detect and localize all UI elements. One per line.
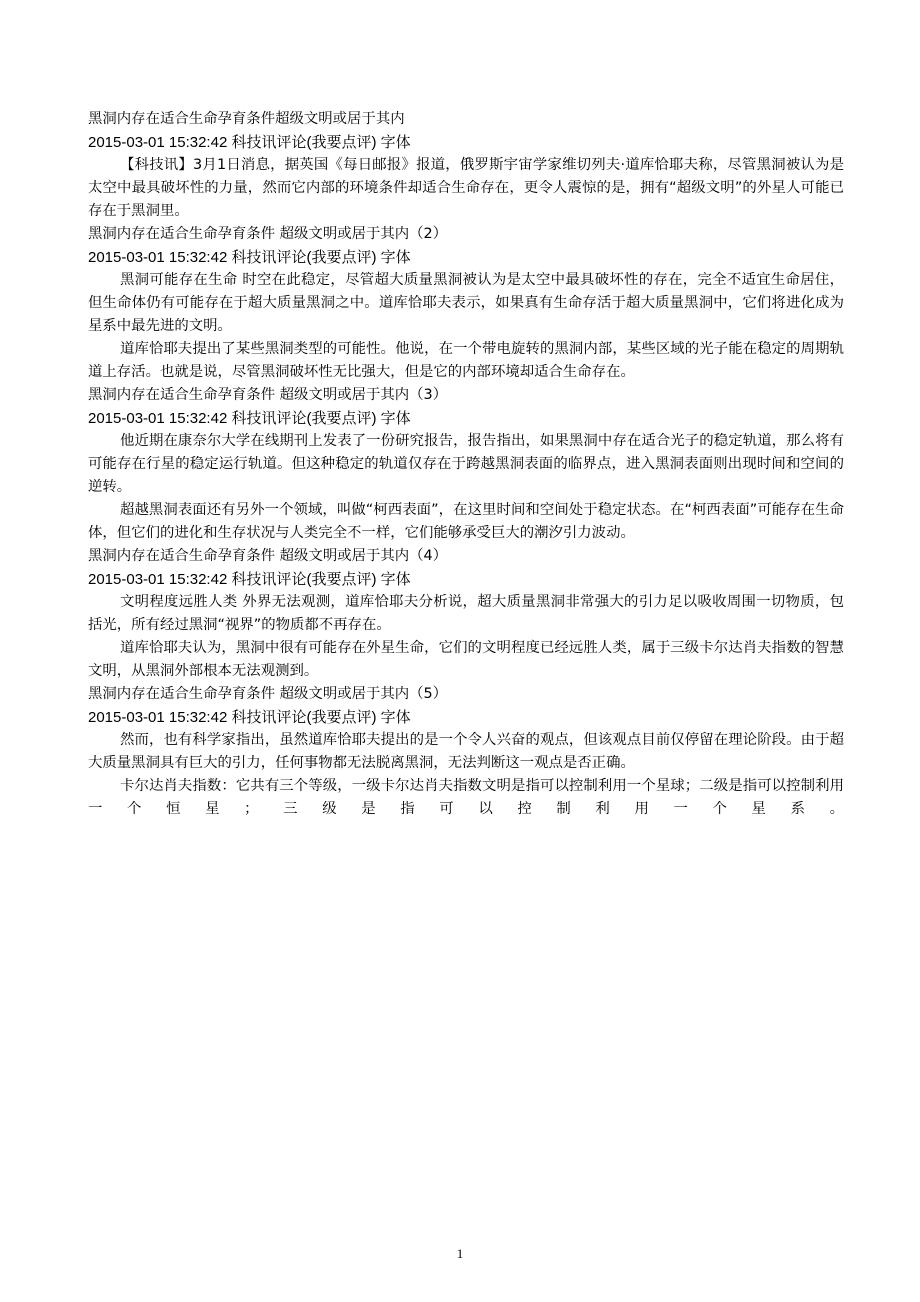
article-section-1 bbox=[88, 108, 844, 223]
section-title: 黑洞内存在适合生命孕育条件 超级文明或居于其内（3） bbox=[88, 387, 448, 403]
section-meta: 2015-03-01 15:32:42 科技讯评论(我要点评) 字体 bbox=[88, 410, 411, 427]
section-meta: 2015-03-01 15:32:42 科技讯评论(我要点评) 字体 bbox=[88, 709, 411, 726]
paragraph: 道库恰耶夫认为，黑洞中很有可能存在外星生命，它们的文明程度已经远胜人类，属于三级卡尔达肖夫指数的智慧文明，从黑洞外部根本无法观测到。 bbox=[88, 640, 844, 679]
section-title: 黑洞内存在适合生命孕育条件超级文明或居于其内 bbox=[88, 111, 405, 127]
article-section-4 bbox=[88, 545, 844, 683]
document-body bbox=[88, 108, 844, 821]
paragraph: 道库恰耶夫提出了某些黑洞类型的可能性。他说，在一个带电旋转的黑洞内部，某些区域的光子能在稳定的周期轨道上存活。也就是说，尽管黑洞破坏性无比强大，但是它的内部环境却适合生命存在。 bbox=[88, 341, 844, 380]
article-section-3 bbox=[88, 384, 844, 545]
paragraph: 他近期在康奈尔大学在线期刊上发表了一份研究报告，报告指出，如果黑洞中存在适合光子的稳定轨道，那么将有可能存在行星的稳定运行轨道。但这种稳定的轨道仅存在于跨越黑洞表面的临界点，进入黑洞表面则出现时间和空间的逆转。 bbox=[88, 433, 844, 495]
page-number: 1 bbox=[456, 1246, 464, 1261]
paragraph: 超越黑洞表面还有另外一个领域，叫做“柯西表面”，在这里时间和空间处于稳定状态。在“柯西表面”可能存在生命体，但它们的进化和生存状况与人类完全不一样，它们能够承受巨大的潮汐引力波动。 bbox=[88, 502, 844, 541]
paragraph: 【科技讯】3月1日消息，据英国《每日邮报》报道，俄罗斯宇宙学家维切列夫·道库恰耶夫称，尽管黑洞被认为是太空中最具破坏性的力量，然而它内部的环境条件却适合生命存在，更令人震惊的是，拥有“超级文明”的外星人可能已存在于黑洞里。 bbox=[88, 157, 844, 219]
section-title: 黑洞内存在适合生命孕育条件 超级文明或居于其内（2） bbox=[88, 226, 448, 242]
section-title: 黑洞内存在适合生命孕育条件 超级文明或居于其内（4） bbox=[88, 548, 448, 564]
paragraph: 卡尔达肖夫指数：它共有三个等级，一级卡尔达肖夫指数文明是指可以控制利用一个星球；二级是指可以控制利用一个恒星；三级是指可以控制利用一个星系。 bbox=[88, 778, 844, 817]
paragraph: 文明程度远胜人类 外界无法观测，道库恰耶夫分析说，超大质量黑洞非常强大的引力足以吸收周围一切物质，包括光，所有经过黑洞“视界”的物质都不再存在。 bbox=[88, 594, 844, 633]
article-section-5 bbox=[88, 683, 844, 821]
paragraph: 黑洞可能存在生命 时空在此稳定，尽管超大质量黑洞被认为是太空中最具破坏性的存在，完全不适宜生命居住，但生命体仍有可能存在于超大质量黑洞之中。道库恰耶夫表示，如果真有生命存活于超大质量黑洞中，它们将进化成为星系中最先进的文明。 bbox=[88, 272, 844, 334]
section-title: 黑洞内存在适合生命孕育条件 超级文明或居于其内（5） bbox=[88, 686, 448, 702]
section-meta: 2015-03-01 15:32:42 科技讯评论(我要点评) 字体 bbox=[88, 249, 411, 266]
section-meta: 2015-03-01 15:32:42 科技讯评论(我要点评) 字体 bbox=[88, 134, 411, 151]
paragraph: 然而，也有科学家指出，虽然道库恰耶夫提出的是一个令人兴奋的观点，但该观点目前仅停留在理论阶段。由于超大质量黑洞具有巨大的引力，任何事物都无法脱离黑洞，无法判断这一观点是否正确。 bbox=[88, 732, 844, 771]
section-meta: 2015-03-01 15:32:42 科技讯评论(我要点评) 字体 bbox=[88, 571, 411, 588]
article-section-2 bbox=[88, 223, 844, 384]
